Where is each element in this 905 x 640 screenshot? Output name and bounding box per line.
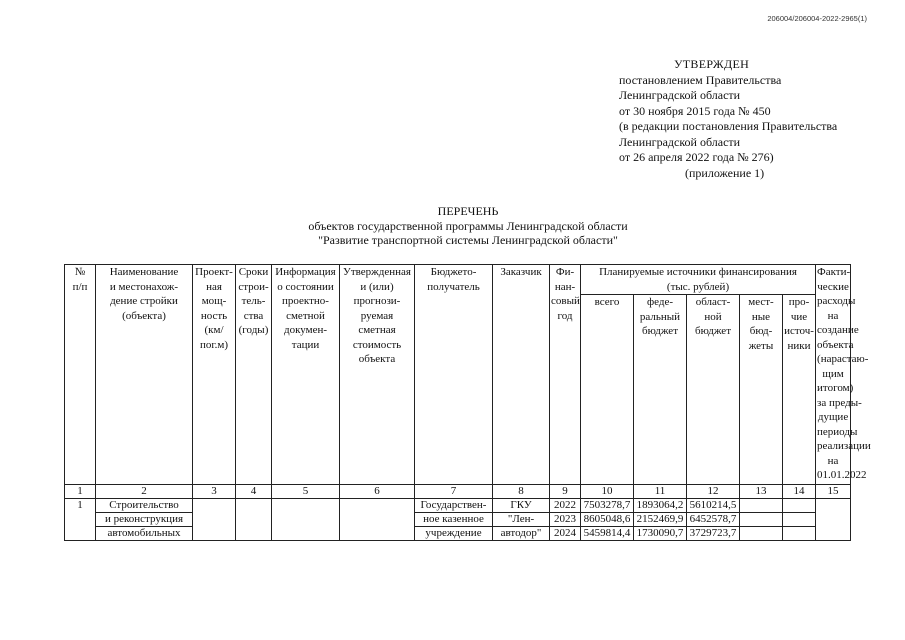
header-text-line: ность [200,309,228,322]
header-funding-group [581,265,816,295]
header-c10 [581,295,634,485]
regional-cell: 3729723,7 [687,527,740,541]
header-c7 [415,265,493,485]
total-cell: 5459814,4 [581,527,634,541]
customer-line: автодор" [493,527,550,541]
col-num: 7 [415,485,493,499]
header-text-line: про- [788,296,810,308]
objects-table [64,264,871,541]
period-cell [236,499,272,541]
object-name-line: Строительство [96,499,193,513]
header-text-line: стоимость [352,338,402,351]
header-text-line: Наименование [109,266,179,278]
header-text-line: объекта [817,338,854,351]
header-c5 [272,265,340,485]
header-text-line: тель- [241,295,266,307]
other-cell [783,513,816,527]
object-name-line: и реконструкция [96,513,193,527]
table-row [65,527,851,541]
other-cell [783,499,816,513]
local-cell [740,499,783,513]
header-text-line: мест- [748,296,774,308]
header-text-line: на [827,309,839,322]
header-text-line: сметная [358,324,396,336]
recipient-line: Государствен- [415,499,493,513]
document-title [238,204,698,248]
recipient-line: ное казенное [415,513,493,527]
header-c11 [634,295,687,485]
col-num: 11 [634,485,687,499]
federal-cell: 1893064,2 [634,499,687,513]
header-text-line: Заказчик [500,266,542,278]
column-numbers-row [65,485,851,499]
approval-line: Ленинградской области [619,88,741,102]
federal-cell: 2152469,9 [634,513,687,527]
header-text-line: п/п [72,280,88,293]
table-row [65,513,851,527]
header-c4 [236,265,272,485]
title-line-3: "Развитие транспортной системы Ленинградской области" [318,233,618,247]
approval-line: (в редакции постановления Правительства [619,119,838,133]
title-line-1: ПЕРЕЧЕНЬ [437,204,499,218]
approval-block [619,57,837,181]
header-text-line: бюд- [749,325,773,337]
header-text-line: Утвержденная [343,266,411,278]
header-text-line: (км/ [204,324,224,336]
header-text-line: жеты [748,339,774,352]
header-text-line: ральный [639,310,681,323]
col-num: 6 [340,485,415,499]
header-row [65,265,851,295]
table-row [65,499,851,513]
header-text-line: (нарастаю- [817,353,869,365]
header-text-line: объекта [358,353,396,365]
recipient-line: учреждение [415,527,493,541]
header-c15 [816,265,871,485]
header-text-line: совый [551,295,580,307]
approval-heading: УТВЕРЖДЕН [674,57,750,71]
header-text-line: проектно- [282,295,329,307]
header-text-line: о состоянии [277,280,334,293]
header-text-line: Бюджето- [430,266,477,278]
regional-cell: 6452578,7 [687,513,740,527]
header-c2 [96,265,193,485]
year-cell: 2023 [550,513,581,527]
header-text-line: феде- [646,296,673,308]
header-text-line: год [557,309,573,322]
col-num: 2 [96,485,193,499]
regional-cell: 5610214,5 [687,499,740,513]
header-text-line: руемая [360,309,394,322]
header-text-line: и местонахож- [109,280,179,293]
header-text-line: всего [594,296,620,308]
total-cell: 7503278,7 [581,499,634,513]
header-text-line: бюджет [642,325,678,337]
header-text-line: мощ- [201,295,227,307]
col-num: 15 [816,485,851,499]
federal-cell: 1730090,7 [634,527,687,541]
header-text-line: сметной [286,309,325,322]
header-text-line: (тыс. рублей) [666,280,730,293]
header-c6 [340,265,415,485]
col-num: 8 [493,485,550,499]
cost-cell [340,499,415,541]
header-text-line: на [827,454,839,467]
header-text-line: итогом) [817,382,854,394]
col-num: 9 [550,485,581,499]
header-c12 [687,295,740,485]
header-text-line: област- [695,296,731,308]
header-text-line: Фи- [555,266,575,278]
header-text-line: ства [243,309,264,322]
year-cell: 2024 [550,527,581,541]
header-text-line: ческие [817,280,849,293]
header-text-line: тации [291,338,320,351]
col-num: 3 [193,485,236,499]
docs-status-cell [272,499,340,541]
col-num: 14 [783,485,816,499]
approval-line: от 26 апреля 2022 года № 276) [619,150,774,164]
header-text-line: строи- [238,280,269,293]
local-cell [740,513,783,527]
header-c9 [550,265,581,485]
local-cell [740,527,783,541]
col-num: 13 [740,485,783,499]
header-text-line: № [74,266,86,278]
row-number: 1 [65,499,96,541]
header-c13 [740,295,783,485]
header-text-line: и (или) [360,280,394,293]
header-text-line: источ- [784,325,814,337]
appendix-label: (приложение 1) [685,165,765,180]
header-text-line: ной [704,310,722,323]
col-num: 5 [272,485,340,499]
header-text-line: ная [206,280,222,293]
header-text-line: бюджет [695,325,731,337]
header-text-line: создание [817,324,859,336]
header-text-line: Проект- [195,266,233,278]
capacity-cell [193,499,236,541]
header-c8 [493,265,550,485]
header-text-line: нан- [554,280,576,293]
header-text-line: получатель [427,280,480,293]
total-cell: 8605048,6 [581,513,634,527]
header-text-line: Информация [275,266,336,278]
year-cell: 2022 [550,499,581,513]
header-text-line: пог.м) [199,338,229,351]
actual-cell [816,499,851,541]
header-text-line: (объекта) [122,309,166,322]
header-c14 [783,295,816,485]
header-text-line: прогнози- [353,295,401,307]
header-text-line: щим [822,367,844,380]
header-c1 [65,265,96,485]
header-text-line: (годы) [238,324,269,336]
header-text-line: ные [751,310,771,323]
header-text-line: реализации [817,440,871,452]
approval-line: постановлением Правительства [619,72,782,87]
other-cell [783,527,816,541]
approval-line: Ленинградской области [619,134,741,149]
header-text-line: чие [790,310,808,323]
header-text-line: Сроки [238,266,269,278]
customer-line: "Лен- [493,513,550,527]
header-text-line: периоды [817,425,858,438]
document-id: 206004/206004-2022-2965(1) [767,14,867,23]
header-text-line: 01.01.2022 [817,469,867,481]
header-text-line: дущие [817,411,849,423]
customer-line: ГКУ [493,499,550,513]
title-line-2: объектов государственной программы Ленинградской области [308,218,628,233]
header-text-line: ники [787,339,811,352]
col-num: 1 [65,485,96,499]
col-num: 12 [687,485,740,499]
header-text-line: докумен- [283,324,328,336]
header-text-line: дение стройки [110,295,178,307]
object-name-line: автомобильных [96,527,193,541]
header-text-line: Планируемые источники финансирования [599,266,797,278]
header-text-line: Факти- [817,266,851,278]
header-text-line: расходы [817,295,856,307]
header-text-line: за преды- [817,396,862,409]
col-num: 10 [581,485,634,499]
approval-line: от 30 ноября 2015 года № 450 [619,103,771,118]
header-c3 [193,265,236,485]
col-num: 4 [236,485,272,499]
